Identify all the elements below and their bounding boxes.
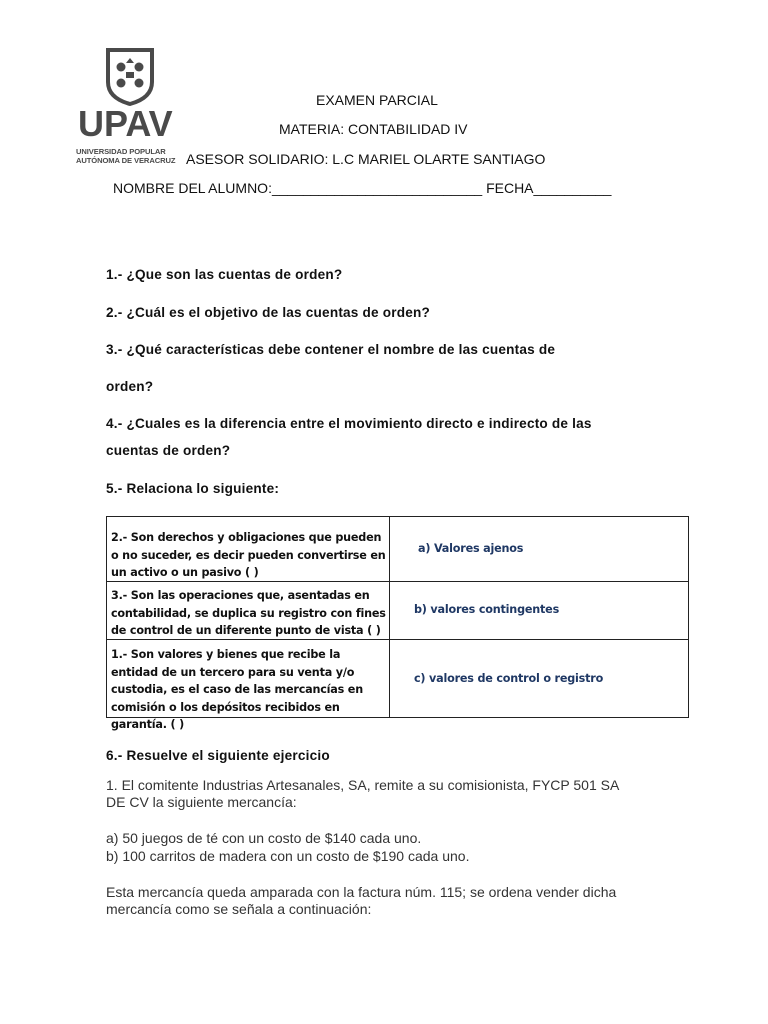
table-row: [107, 582, 688, 640]
question-3-line1: 3.- ¿Qué características debe contener el nombre de las cuentas de: [106, 342, 556, 357]
question-6: 6.- Resuelve el siguiente ejercicio: [106, 748, 330, 763]
exercise-paragraph-2-line2: mercancía como se señala a continuación:: [106, 901, 372, 917]
question-4-line2: cuentas de orden?: [106, 443, 231, 458]
answer-option-cell: b) valores contingentes: [414, 603, 560, 616]
exercise-paragraph-1-line1: 1. El comitente Industrias Artesanales, SA, remite a su comisionista, FYCP 501 SA: [106, 777, 620, 793]
question-3-line2: orden?: [106, 379, 154, 394]
shield-icon: [104, 48, 156, 106]
student-name-date-line: NOMBRE DEL ALUMNO:___________________________ FECHA__________: [113, 180, 612, 196]
exercise-item-b: b) 100 carritos de madera con un costo de $190 cada uno.: [106, 848, 470, 864]
exercise-paragraph-1-line2: DE CV la siguiente mercancía:: [106, 794, 297, 810]
exercise-item-a: a) 50 juegos de té con un costo de $140 cada uno.: [106, 830, 422, 846]
advisor-line: ASESOR SOLIDARIO: L.C MARIEL OLARTE SANTIAGO: [186, 151, 546, 167]
question-4-line1: 4.- ¿Cuales es la diferencia entre el movimiento directo e indirecto de las: [106, 416, 592, 431]
exercise-paragraph-2-line1: Esta mercancía queda amparada con la factura núm. 115; se ordena vender dicha: [106, 884, 617, 900]
upav-logo: [72, 44, 188, 168]
question-2: 2.- ¿Cuál es el objetivo de las cuentas de orden?: [106, 305, 431, 320]
subject-line: MATERIA: CONTABILIDAD IV: [279, 121, 468, 137]
logo-subtitle: [76, 147, 196, 165]
logo-subtitle-line2: AUTÓNOMA DE VERACRUZ: [76, 156, 176, 165]
definition-cell: 2.- Son derechos y obligaciones que pueden o no suceder, es decir pueden convertirse en un activo o un pasivo ( ): [111, 531, 386, 579]
table-row: [107, 517, 688, 582]
definition-cell: 3.- Son las operaciones que, asentadas en contabilidad, se duplica su registro con fines de control de un diferente punto de vista ( ): [111, 589, 386, 637]
answer-option-cell: a) Valores ajenos: [418, 542, 524, 555]
matching-table: [106, 516, 689, 731]
definition-cell: 1.- Son valores y bienes que recibe la entidad de un tercero para su venta y/o custodia, es el caso de las mercancías en comisión o los depósitos recibidos en garantía. ( ): [111, 648, 363, 731]
table-row: [107, 640, 688, 731]
logo-brand: UPAV: [78, 103, 173, 144]
exam-title: EXAMEN PARCIAL: [316, 92, 438, 108]
logo-subtitle-line1: UNIVERSIDAD POPULAR: [76, 147, 166, 156]
question-1: 1.- ¿Que son las cuentas de orden?: [106, 267, 343, 282]
answer-option-cell: c) valores de control o registro: [414, 672, 604, 685]
question-5: 5.- Relaciona lo siguiente:: [106, 481, 280, 496]
